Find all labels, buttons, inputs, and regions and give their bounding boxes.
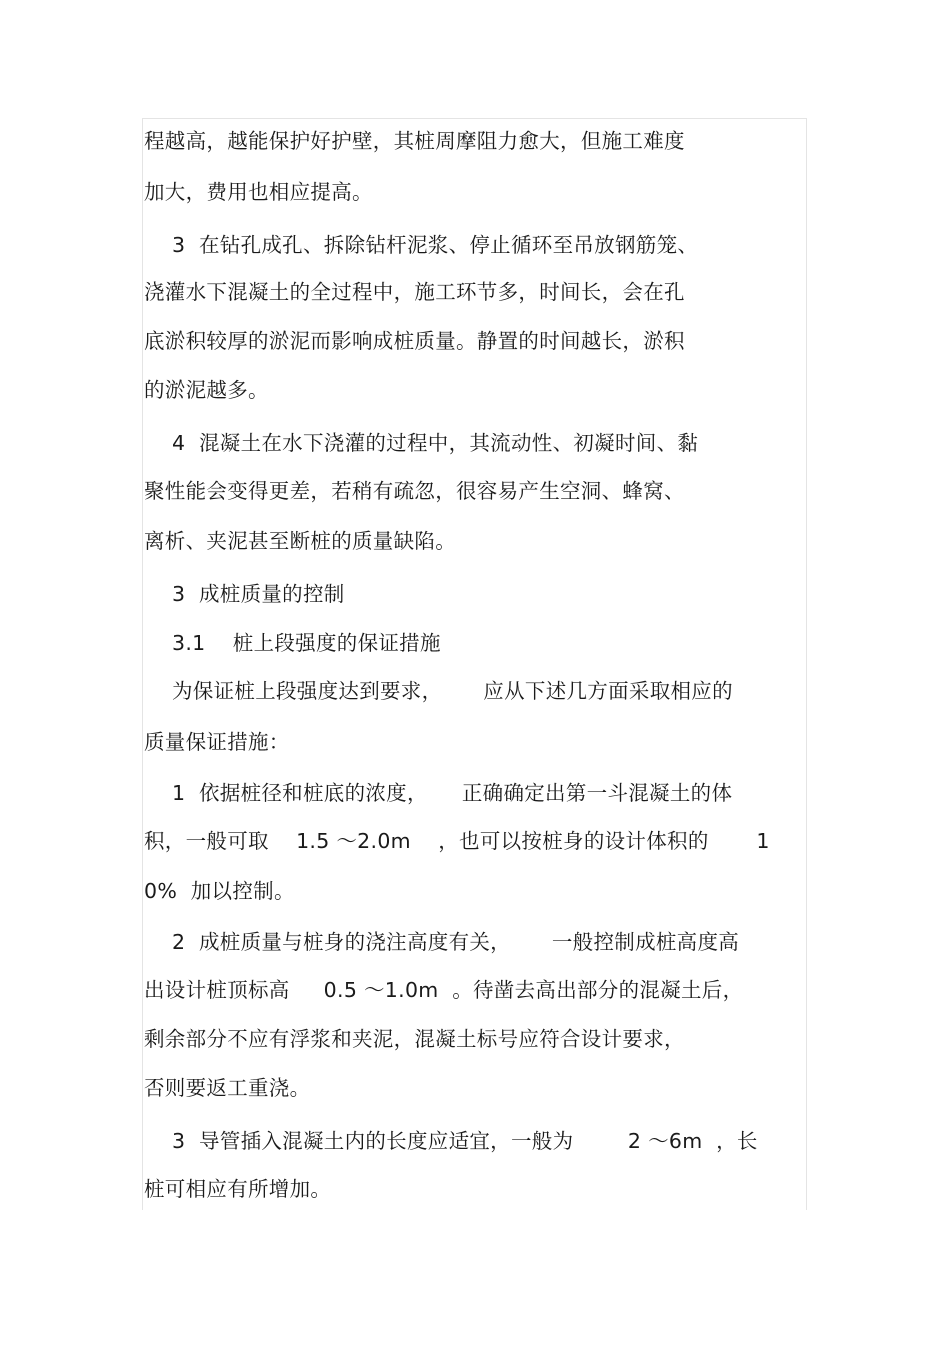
section-heading: 3 成桩质量的控制	[172, 582, 345, 606]
paragraph-line: 为保证桩上段强度达到要求， 应从下述几方面采取相应的	[172, 679, 733, 703]
paragraph-line: 1 依据桩径和桩底的浓度， 正确确定出第一斗混凝土的体	[172, 781, 733, 805]
paragraph-line: 0% 加以控制。	[144, 879, 295, 903]
paragraph-line: 否则要返工重浇。	[144, 1076, 311, 1100]
paragraph-line: 剩余部分不应有浮浆和夹泥，混凝土标号应符合设计要求，	[144, 1027, 685, 1051]
paragraph-line: 桩可相应有所增加。	[144, 1177, 332, 1201]
paragraph-line: 程越高，越能保护好护壁，其桩周摩阻力愈大，但施工难度	[144, 129, 685, 153]
paragraph-line: 底淤积较厚的淤泥而影响成桩质量。静置的时间越长，淤积	[144, 329, 685, 353]
paragraph-line: 3 在钻孔成孔、拆除钻杆泥浆、停止循环至吊放钢筋笼、	[172, 233, 699, 257]
paragraph-line: 离析、夹泥甚至断桩的质量缺陷。	[144, 529, 456, 553]
paragraph-line: 出设计桩顶标高 0.5 ～1.0m 。待凿去高出部分的混凝土后，	[144, 978, 744, 1002]
paragraph-line: 加大，费用也相应提高。	[144, 180, 373, 204]
paragraph-line: 2 成桩质量与桩身的浇注高度有关， 一般控制成桩高度高	[172, 930, 740, 954]
paragraph-line: 的淤泥越多。	[144, 378, 269, 402]
paragraph-line: 质量保证措施：	[144, 730, 290, 754]
paragraph-line: 3 导管插入混凝土内的长度应适宜，一般为 2 ～6m ，长	[172, 1129, 758, 1153]
paragraph-line: 4 混凝土在水下浇灌的过程中，其流动性、初凝时间、黏	[172, 431, 699, 455]
paragraph-line: 浇灌水下混凝土的全过程中，施工环节多，时间长，会在孔	[144, 280, 685, 304]
paragraph-line: 积，一般可取 1.5 ～2.0m ，也可以按桩身的设计体积的 1	[144, 829, 770, 853]
paragraph-line: 聚性能会变得更差，若稍有疏忽，很容易产生空洞、蜂窝、	[144, 479, 685, 503]
subsection-heading: 3.1 桩上段强度的保证措施	[172, 631, 441, 655]
